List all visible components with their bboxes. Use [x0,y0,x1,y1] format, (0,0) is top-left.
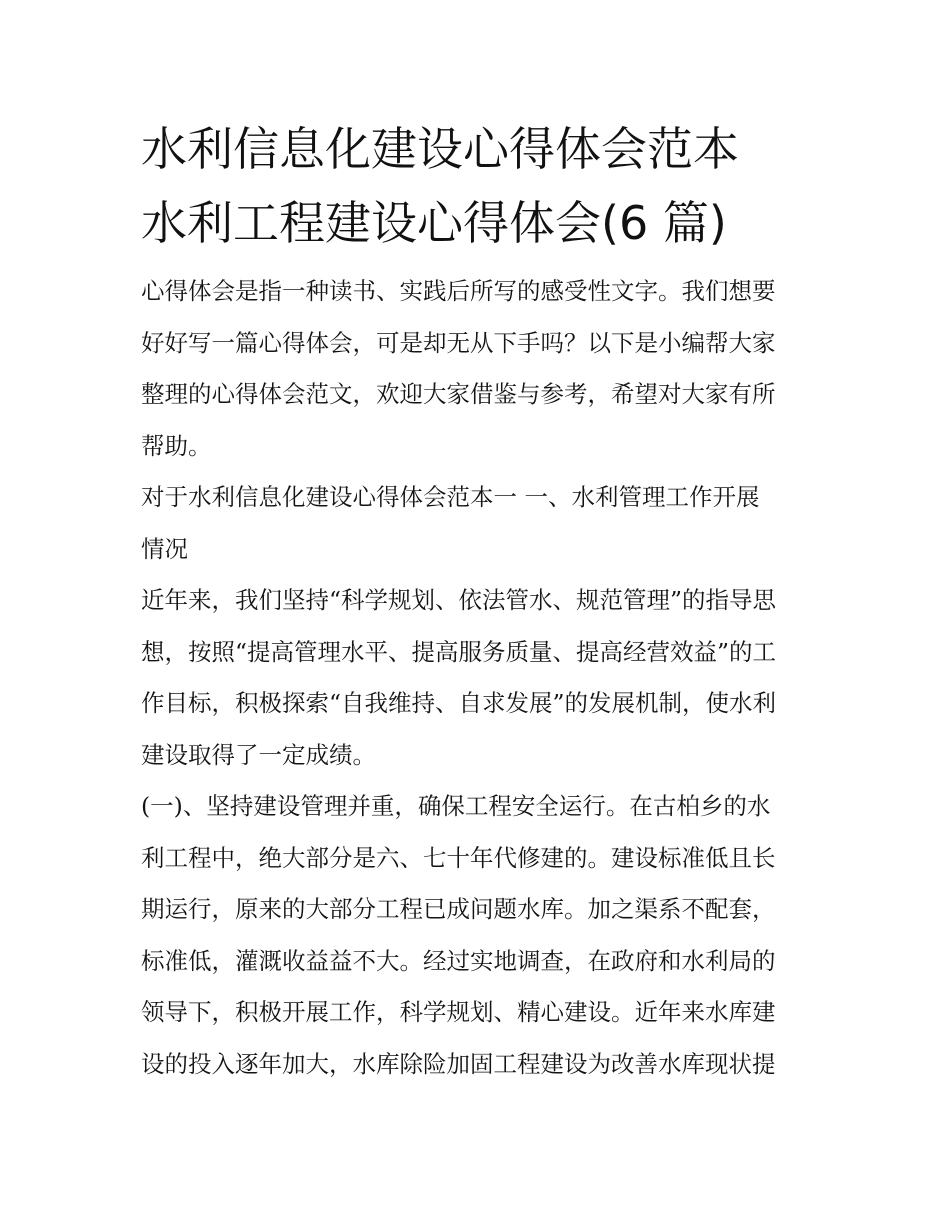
paragraph-line: 帮助。 [141,431,212,460]
paragraph-line: 标准低，灌溉收益益不大。经过实地调查，在政府和水利局的 [141,946,776,975]
paragraph-line: 整理的心得体会范文，欢迎大家借鉴与参考，希望对大家有所 [141,380,776,408]
paragraph-line: 想，按照“提高管理水平、提高服务质量、提高经营效益”的工 [141,637,777,666]
paragraph-line: 建设取得了一定成绩。 [141,740,376,769]
overview-paragraph [141,575,813,781]
paragraph-line: 近年来，我们坚持“科学规划、依法管水、规范管理”的指导思 [141,586,777,614]
paragraph-line: 情况 [141,534,188,563]
title-line-1: 水利信息化建设心得体会范本 [141,122,739,176]
intro-paragraph [141,266,813,472]
paragraph-line: 好好写一篇心得体会，可是却无从下手吗？以下是小编帮大家 [141,328,776,357]
title-line-2: 水利工程建设心得体会(6 篇) [141,196,727,250]
paragraph-line: 心得体会是指一种读书、实践后所写的感受性文字。我们想要 [141,277,776,305]
paragraph-line: 期运行，原来的大部分工程已成问题水库。加之渠系不配套， [141,895,776,923]
paragraph-line: 设的投入逐年加大，水库除险加固工程建设为改善水库现状提 [141,1049,776,1078]
paragraph-line: 对于水利信息化建设心得体会范本一 一、水利管理工作开展 [141,483,760,511]
paragraph-line: 作目标，积极探索“自我维持、自求发展”的发展机制，使水利 [141,689,777,717]
document-title [141,112,813,260]
document-content [141,112,813,1090]
item-one-paragraph [141,781,813,1090]
section-heading-paragraph [141,472,813,575]
paragraph-line: (一)、坚持建设管理并重，确保工程安全运行。在古柏乡的水 [141,792,771,820]
paragraph-line: 领导下，积极开展工作，科学规划、精心建设。近年来水库建 [141,998,776,1026]
paragraph-line: 利工程中，绝大部分是六、七十年代修建的。建设标准低且长 [141,843,776,872]
